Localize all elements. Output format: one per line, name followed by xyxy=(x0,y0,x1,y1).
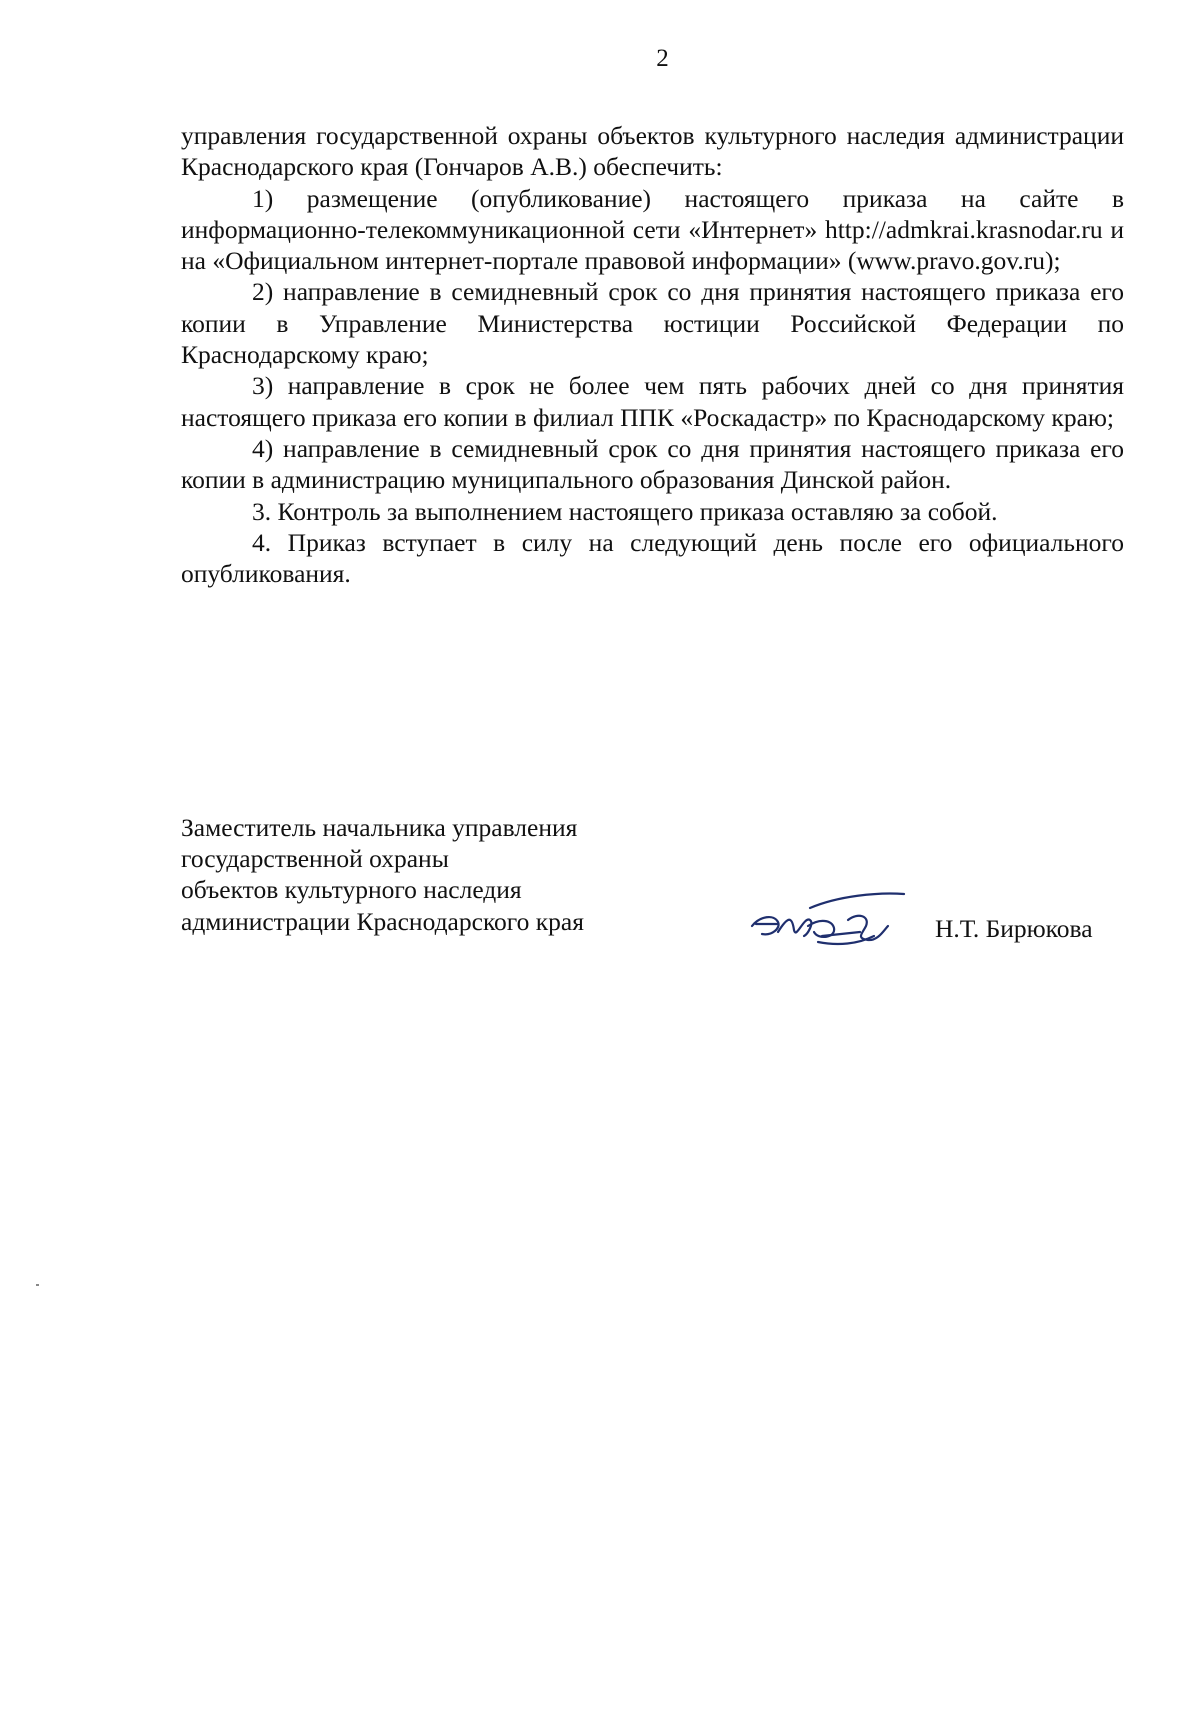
paragraph-control-clause: 3. Контроль за выполнением настоящего приказа оставляю за собой. xyxy=(252,496,998,526)
paragraph-item-roskadastr: 3) направление в срок не более чем пять рабочих дней со дня принятия настоящего приказа его копии в филиал ППК «Роскадастр» по Краснодарскому краю; xyxy=(181,371,1124,432)
scan-speck xyxy=(36,1284,39,1286)
signatory-title-line: администрации Краснодарского края xyxy=(181,906,584,936)
paragraph-responsible-department: управления государственной охраны объектов культурного наследия администрации Краснодарского края (Гончаров А.В.) обеспечить: xyxy=(181,121,1124,182)
paragraph-item-publication: 1) размещение (опубликование) настоящего приказа на сайте в информационно-телекоммуникационной сети «Интернет» http://admkrai.krasnodar.ru и на «Официальном интернет-портале правовой информации» (www.pravo.gov.ru); xyxy=(181,183,1124,276)
paragraph-item-municipal-administration: 4) направление в семидневный срок со дня принятия настоящего приказа его копии в администрацию муниципального образования Динской район. xyxy=(181,433,1124,495)
paragraph-entry-into-force: 4. Приказ вступает в силу на следующий день после его официального опубликования. xyxy=(181,527,1124,589)
signatory-title-line: государственной охраны xyxy=(181,844,449,874)
signatory-title-line: Заместитель начальника управления xyxy=(181,813,578,842)
page-number: 2 xyxy=(656,45,669,72)
signatory-title xyxy=(181,812,661,937)
paragraph-item-ministry-of-justice: 2) направление в семидневный срок со дня принятия настоящего приказа его копии в Управление Министерства юстиции Российской Федерации по Краснодарскому краю; xyxy=(181,277,1124,370)
order-body-text xyxy=(181,120,1124,589)
handwritten-signature xyxy=(748,886,908,950)
signer-name: Н.Т. Бирюкова xyxy=(935,914,1093,943)
signatory-title-line: объектов культурного наследия xyxy=(181,875,522,905)
